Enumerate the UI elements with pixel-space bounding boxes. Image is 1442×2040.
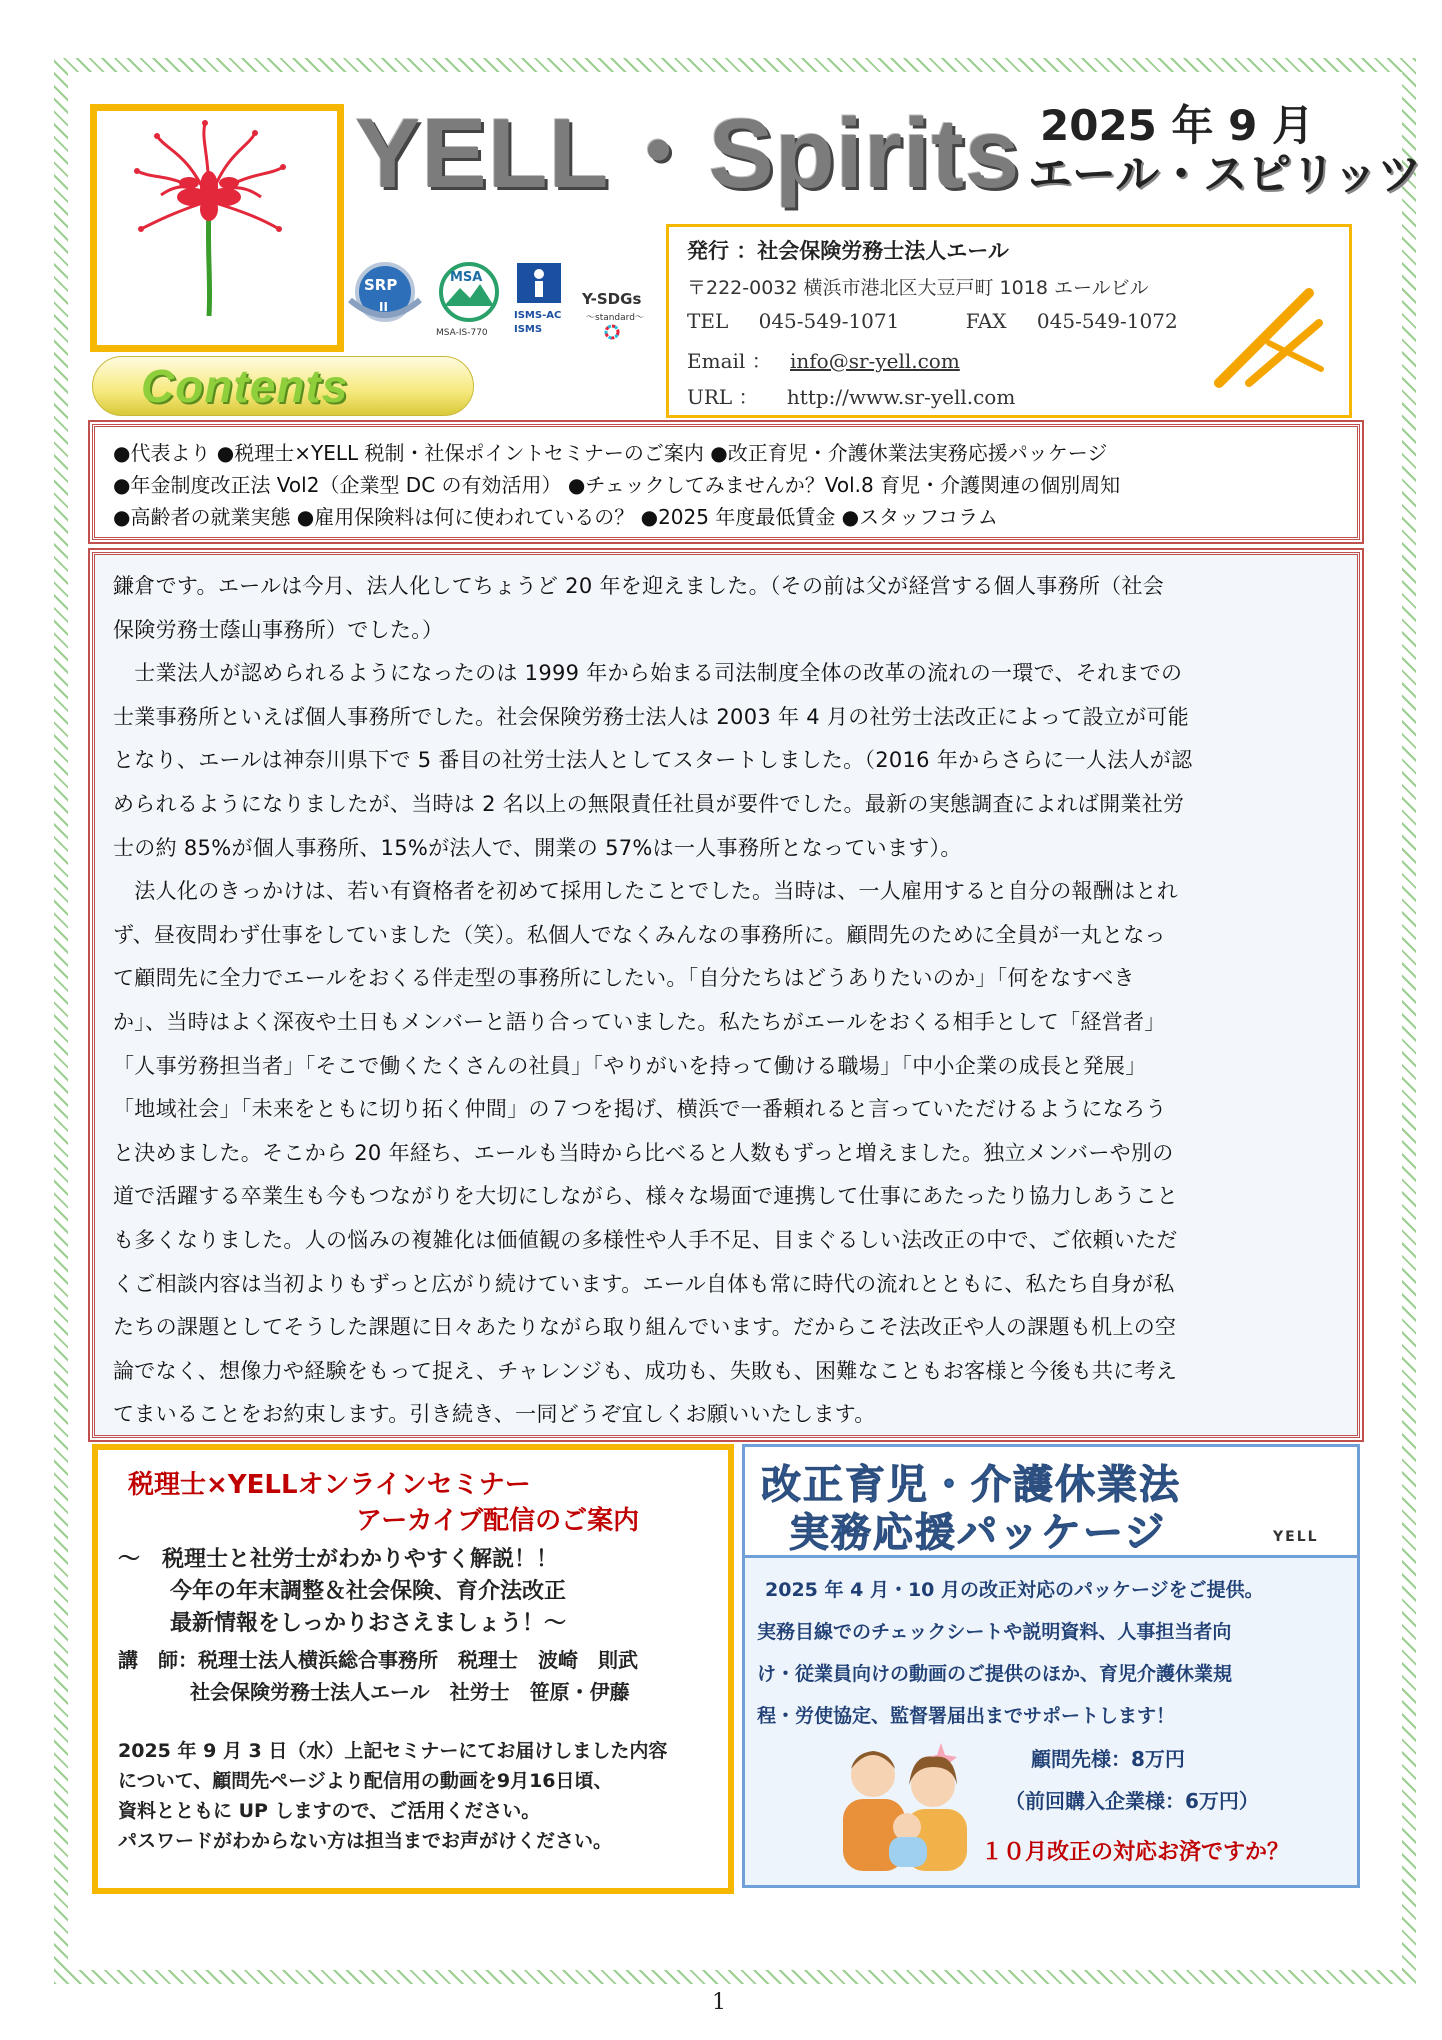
srp-badge: SRP II bbox=[346, 260, 424, 346]
seminar-subtitle: アーカイブ配信のご案内 bbox=[356, 1506, 640, 1536]
message-line: 論でなく、想像力や経験をもって捉え、チャレンジも、成功も、失敗も、困難なこともお客様と今後も共に考え bbox=[113, 1358, 1178, 1383]
toc-line: ●代表より ●税理士×YELL 税制・社保ポイントセミナーのご案内 ●改正育児・介護休業法実務応援パッケージ bbox=[113, 441, 1108, 465]
package-price: 顧問先様：8万円 bbox=[1031, 1747, 1185, 1771]
message-line: 士業法人が認められるようになったのは 1999 年から始まる司法制度全体の改革の流れの一環で、それまでの bbox=[113, 661, 1183, 686]
toc-line: ●高齢者の就業実態 ●雇用保険料は何に使われているの？ ●2025 年度最低賃金 ●スタッフコラム bbox=[113, 505, 998, 529]
issue-date: 2025 年 9 月 bbox=[1040, 101, 1314, 150]
yell-mark-icon bbox=[1209, 283, 1329, 393]
message-line: となり、エールは神奈川県下で 5 番目の社労士法人としてスタートしました。（2016 年からさらに一人法人が認 bbox=[113, 748, 1193, 773]
toc-line: ●年金制度改正法 Vol2（企業型 DC の有効活用） ●チェックしてみませんか？Vol.8 育児・介護関連の個別周知 bbox=[113, 473, 1121, 497]
package-desc-line: 2025 年 4 月・10 月の改正対応のパッケージをご提供。 bbox=[765, 1579, 1264, 1601]
srp-badge-icon bbox=[346, 260, 424, 330]
seminar-tagline: ～ 税理士と社労士がわかりやすく解説！！ bbox=[118, 1547, 559, 1572]
message-line: 「人事労務担当者」「そこで働くたくさんの社員」「やりがいを持って働ける職場」「中小企業の成長と発展」 bbox=[113, 1053, 1147, 1078]
certification-badges bbox=[346, 260, 656, 346]
package-desc-line: 程・労使協定、監督署届出までサポートします！ bbox=[757, 1705, 1176, 1727]
message-line: 士業事務所といえば個人事務所でした。社会保険労務士法人は 2003 年 4 月の社労士法改正によって設立が可能 bbox=[113, 704, 1190, 729]
newsletter-title: YELL・Spirits bbox=[355, 98, 1021, 208]
url-link[interactable]: http://www.sr-yell.com bbox=[786, 385, 1016, 409]
package-desc-line: 実務目線でのチェックシートや説明資料、人事担当者向 bbox=[757, 1621, 1232, 1643]
message-line: 「地域社会」「未来をともに切り拓く仲間」の７つを掲げ、横浜で一番頼れると言っていただけるようになろう bbox=[113, 1097, 1167, 1122]
isms-badge: ISMS-AC ISMS bbox=[514, 260, 576, 346]
message-line: 道で活躍する卒業生も今もつながりを大切にしながら、様々な場面で連携して仕事にあたったり協力しあうこと bbox=[113, 1184, 1178, 1209]
message-line: 保険労務士蔭山事務所）でした。） bbox=[113, 617, 444, 642]
publisher-email: Email ： info@sr-yell.com bbox=[687, 349, 960, 373]
family-illustration-icon bbox=[821, 1723, 991, 1873]
contents-tab bbox=[92, 356, 474, 416]
support-package-box bbox=[742, 1444, 1360, 1888]
issue-kana-title: エール・スピリッツ bbox=[1028, 149, 1422, 200]
representative-message bbox=[92, 552, 1360, 1438]
message-line: ず、昼夜問わず仕事をしていました（笑）。私個人でなくみんなの事務所に。顧問先のために全員が一丸となっ bbox=[113, 922, 1166, 947]
message-line: たちの課題としてそうした課題に日々あたりながら取り組んでいます。だからこそ法改正や人の課題も机上の空 bbox=[113, 1315, 1177, 1340]
package-cta: １０月改正の対応お済ですか？ bbox=[981, 1840, 1290, 1865]
publisher-info-box bbox=[666, 224, 1352, 418]
isms-badge-icon bbox=[514, 260, 564, 306]
message-line: くご相談内容は当初よりもずっと広がり続けています。エール自体も常に時代の流れとともに、私たち自身が私 bbox=[113, 1271, 1175, 1296]
seminar-lecturer: 講 師：税理士法人横浜総合事務所 税理士 波崎 則武 bbox=[118, 1648, 638, 1672]
package-price: （前回購入企業様：6万円） bbox=[1005, 1789, 1259, 1813]
publisher-address: 〒222-0032 横浜市港北区大豆戸町 1018 エールビル bbox=[687, 277, 1149, 299]
publisher-name: 発行 ：社会保険労務士法人エール bbox=[687, 239, 1009, 263]
contents-label: Contents bbox=[141, 360, 349, 412]
page-number: 1 bbox=[712, 1990, 726, 2015]
message-line: 士の約 85%が個人事務所、15%が法人で、開業の 57%は一人事務所となっています）。 bbox=[113, 835, 962, 860]
message-line: も多くなりました。人の悩みの複雑化は価値観の多様性や人手不足、目まぐるしい法改正の中で、ご依頼いただ bbox=[113, 1228, 1178, 1252]
seminar-announcement-box bbox=[92, 1444, 734, 1894]
seminar-body-line: パスワードがわからない方は担当までお声がけください。 bbox=[118, 1830, 613, 1852]
seminar-body-line: 2025 年 9 月 3 日（水）上記セミナーにてお届けしました内容 bbox=[118, 1740, 668, 1762]
message-line: められるようになりましたが、当時は 2 名以上の無限責任社員が要件でした。最新の実態調査によれば開業社労 bbox=[113, 792, 1185, 816]
package-desc-line: け・従業員向けの動画のご提供のほか、育児介護休業規 bbox=[757, 1663, 1233, 1685]
publisher-tel: TEL 045-549-1071 FAX 045-549-1072 bbox=[687, 309, 1178, 333]
seminar-tagline: 最新情報をしっかりおさえましょう！～ bbox=[170, 1611, 567, 1636]
package-title: 実務応援パッケージ bbox=[789, 1510, 1167, 1556]
red-spider-lily-icon bbox=[97, 111, 323, 331]
table-of-contents bbox=[92, 424, 1360, 540]
message-line: てまいることをお約束します。引き続き、一同どうぞ宜しくお願いいたします。 bbox=[113, 1402, 876, 1427]
message-line: て顧問先に全力でエールをおくる伴走型の事務所にしたい。「自分たちはどうありたいのか」「何をなすべき bbox=[113, 966, 1135, 991]
logo-box bbox=[90, 104, 344, 352]
seminar-title: 税理士×YELLオンラインセミナー bbox=[128, 1470, 531, 1500]
message-line: 鎌倉です。エールは今月、法人化してちょうど 20 年を迎えました。（その前は父が経営する個人事務所（社会 bbox=[113, 574, 1165, 598]
message-line: か」、当時はよく深夜や土日もメンバーと語り合っていました。私たちがエールをおくる相手として「経営者」 bbox=[113, 1010, 1166, 1034]
ysdgs-badge-icon bbox=[604, 324, 620, 340]
publisher-url: URL ： http://www.sr-yell.com bbox=[687, 385, 1016, 409]
email-link[interactable]: info@sr-yell.com bbox=[790, 349, 960, 373]
package-brand: YELL bbox=[1273, 1529, 1319, 1545]
message-line: と決めました。そこから 20 年経ち、エールも当時から比べると人数もずっと増えました。独立メンバーや別の bbox=[113, 1140, 1174, 1165]
message-line: 法人化のきっかけは、若い有資格者を初めて採用したことでした。当時は、一人雇用すると自分の報酬はとれ bbox=[113, 879, 1178, 904]
seminar-body-line: について、顧問先ページより配信用の動画を9月16日頃、 bbox=[118, 1770, 613, 1792]
package-header bbox=[745, 1447, 1357, 1558]
seminar-body-line: 資料とともに UP しますので、ご活用ください。 bbox=[118, 1800, 541, 1822]
msa-badge: MSA MSA-IS-770 bbox=[434, 260, 504, 346]
seminar-tagline: 今年の年末調整＆社会保険、育介法改正 bbox=[170, 1579, 567, 1604]
ysdgs-badge: Y-SDGs ～standard～ bbox=[582, 260, 656, 346]
seminar-lecturer: 社会保険労務士法人エール 社労士 笹原・伊藤 bbox=[190, 1680, 630, 1704]
package-title: 改正育児・介護休業法 bbox=[761, 1462, 1181, 1508]
